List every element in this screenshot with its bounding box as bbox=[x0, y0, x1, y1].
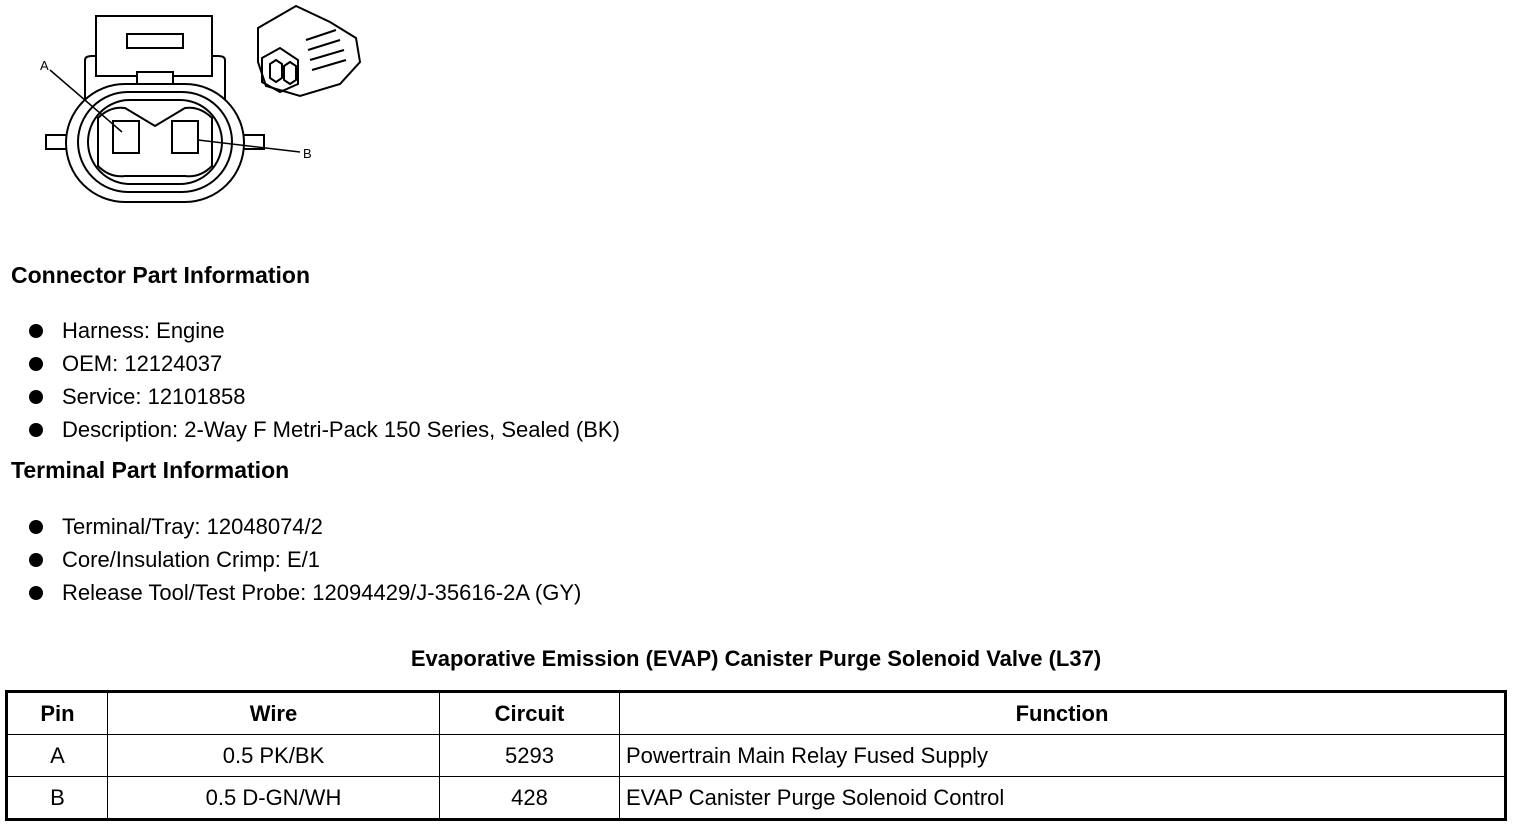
bullet-icon bbox=[29, 390, 43, 404]
terminal-info-heading: Terminal Part Information bbox=[11, 457, 290, 483]
column-header-wire: Wire bbox=[108, 692, 440, 735]
pin-b-callout: B bbox=[303, 146, 312, 161]
list-item: Release Tool/Test Probe: 12094429/J-35616-2A (GY) bbox=[0, 576, 581, 609]
list-item: Core/Insulation Crimp: E/1 bbox=[0, 543, 581, 576]
terminal-info-list bbox=[0, 510, 581, 609]
list-item: OEM: 12124037 bbox=[0, 347, 620, 380]
list-item: Description: 2-Way F Metri-Pack 150 Series, Sealed (BK) bbox=[0, 413, 620, 446]
wire-cell: 0.5 D-GN/WH bbox=[108, 777, 440, 820]
circuit-cell: 428 bbox=[440, 777, 620, 820]
bullet-icon bbox=[29, 357, 43, 371]
connector-info-list bbox=[0, 314, 620, 446]
column-header-function: Function bbox=[620, 692, 1506, 735]
wire-cell: 0.5 PK/BK bbox=[108, 735, 440, 777]
circuit-cell: 5293 bbox=[440, 735, 620, 777]
list-item: Terminal/Tray: 12048074/2 bbox=[0, 510, 581, 543]
bullet-icon bbox=[29, 586, 43, 600]
function-cell: EVAP Canister Purge Solenoid Control bbox=[620, 777, 1506, 820]
bullet-icon bbox=[29, 423, 43, 437]
list-item: Service: 12101858 bbox=[0, 380, 620, 413]
bullet-icon bbox=[29, 324, 43, 338]
table-header-row bbox=[7, 692, 1506, 735]
connector-diagram bbox=[0, 0, 380, 215]
pin-a-callout: A bbox=[40, 58, 49, 73]
pin-cell: A bbox=[7, 735, 108, 777]
bullet-icon bbox=[29, 553, 43, 567]
pinout-table bbox=[5, 690, 1507, 821]
list-item: Harness: Engine bbox=[0, 314, 620, 347]
function-cell: Powertrain Main Relay Fused Supply bbox=[620, 735, 1506, 777]
table-row bbox=[7, 735, 1506, 777]
column-header-pin: Pin bbox=[7, 692, 108, 735]
table-row bbox=[7, 777, 1506, 820]
table-title: Evaporative Emission (EVAP) Canister Purge Solenoid Valve (L37) bbox=[410, 646, 1102, 671]
connector-info-heading: Connector Part Information bbox=[11, 262, 311, 288]
bullet-icon bbox=[29, 520, 43, 534]
pin-cell: B bbox=[7, 777, 108, 820]
column-header-circuit: Circuit bbox=[440, 692, 620, 735]
